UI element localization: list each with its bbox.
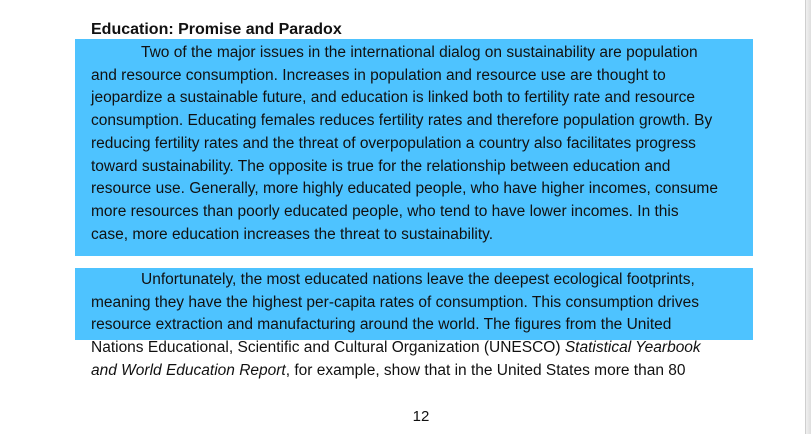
paragraph-line: toward sustainability. The opposite is true for the relationship between education and — [91, 157, 671, 175]
paragraph-text: , for example, show that in the United States more than 80 — [285, 361, 686, 379]
paragraph-2 — [91, 269, 751, 383]
paragraph-line — [91, 360, 751, 383]
paragraph-line: consumption. Educating females reduces fertility rates and therefore population growth. By — [91, 112, 713, 130]
paragraph-line: Unfortunately, the most educated nations leave the deepest ecological footprints, — [141, 271, 695, 288]
section-heading: Education: Promise and Paradox — [91, 21, 342, 38]
paragraph-line: and resource consumption. Increases in population and resource use are thought to — [91, 66, 666, 84]
paragraph-line: jeopardize a sustainable future, and education is linked both to fertility rate and resource — [91, 89, 696, 107]
paragraph-line: reducing fertility rates and the threat of overpopulation a country also facilitates progress — [91, 134, 696, 152]
paragraph-line: resource use. Generally, more highly educated people, who have higher incomes, consume — [91, 180, 718, 198]
paragraph-text: Nations Educational, Scientific and Cultural Organization (UNESCO) — [91, 339, 565, 357]
citation-title: Statistical Yearbook — [564, 339, 701, 357]
page-edge — [805, 0, 811, 434]
citation-title: and World Education Report — [91, 361, 286, 379]
page-number: 12 — [412, 408, 430, 425]
paragraph-line: more resources than poorly educated people, who tend to have lower incomes. In this — [91, 202, 679, 220]
paragraph-line — [91, 337, 751, 360]
paragraph-line: meaning they have the highest per-capita rates of consumption. This consumption drives — [91, 293, 699, 311]
paragraph-line: case, more education increases the threat to sustainability. — [91, 225, 494, 243]
paragraph-line: resource extraction and manufacturing around the world. The figures from the United — [91, 316, 672, 334]
paragraph-1 — [91, 42, 751, 246]
paragraph-line: Two of the major issues in the international dialog on sustainability are population — [141, 44, 698, 61]
